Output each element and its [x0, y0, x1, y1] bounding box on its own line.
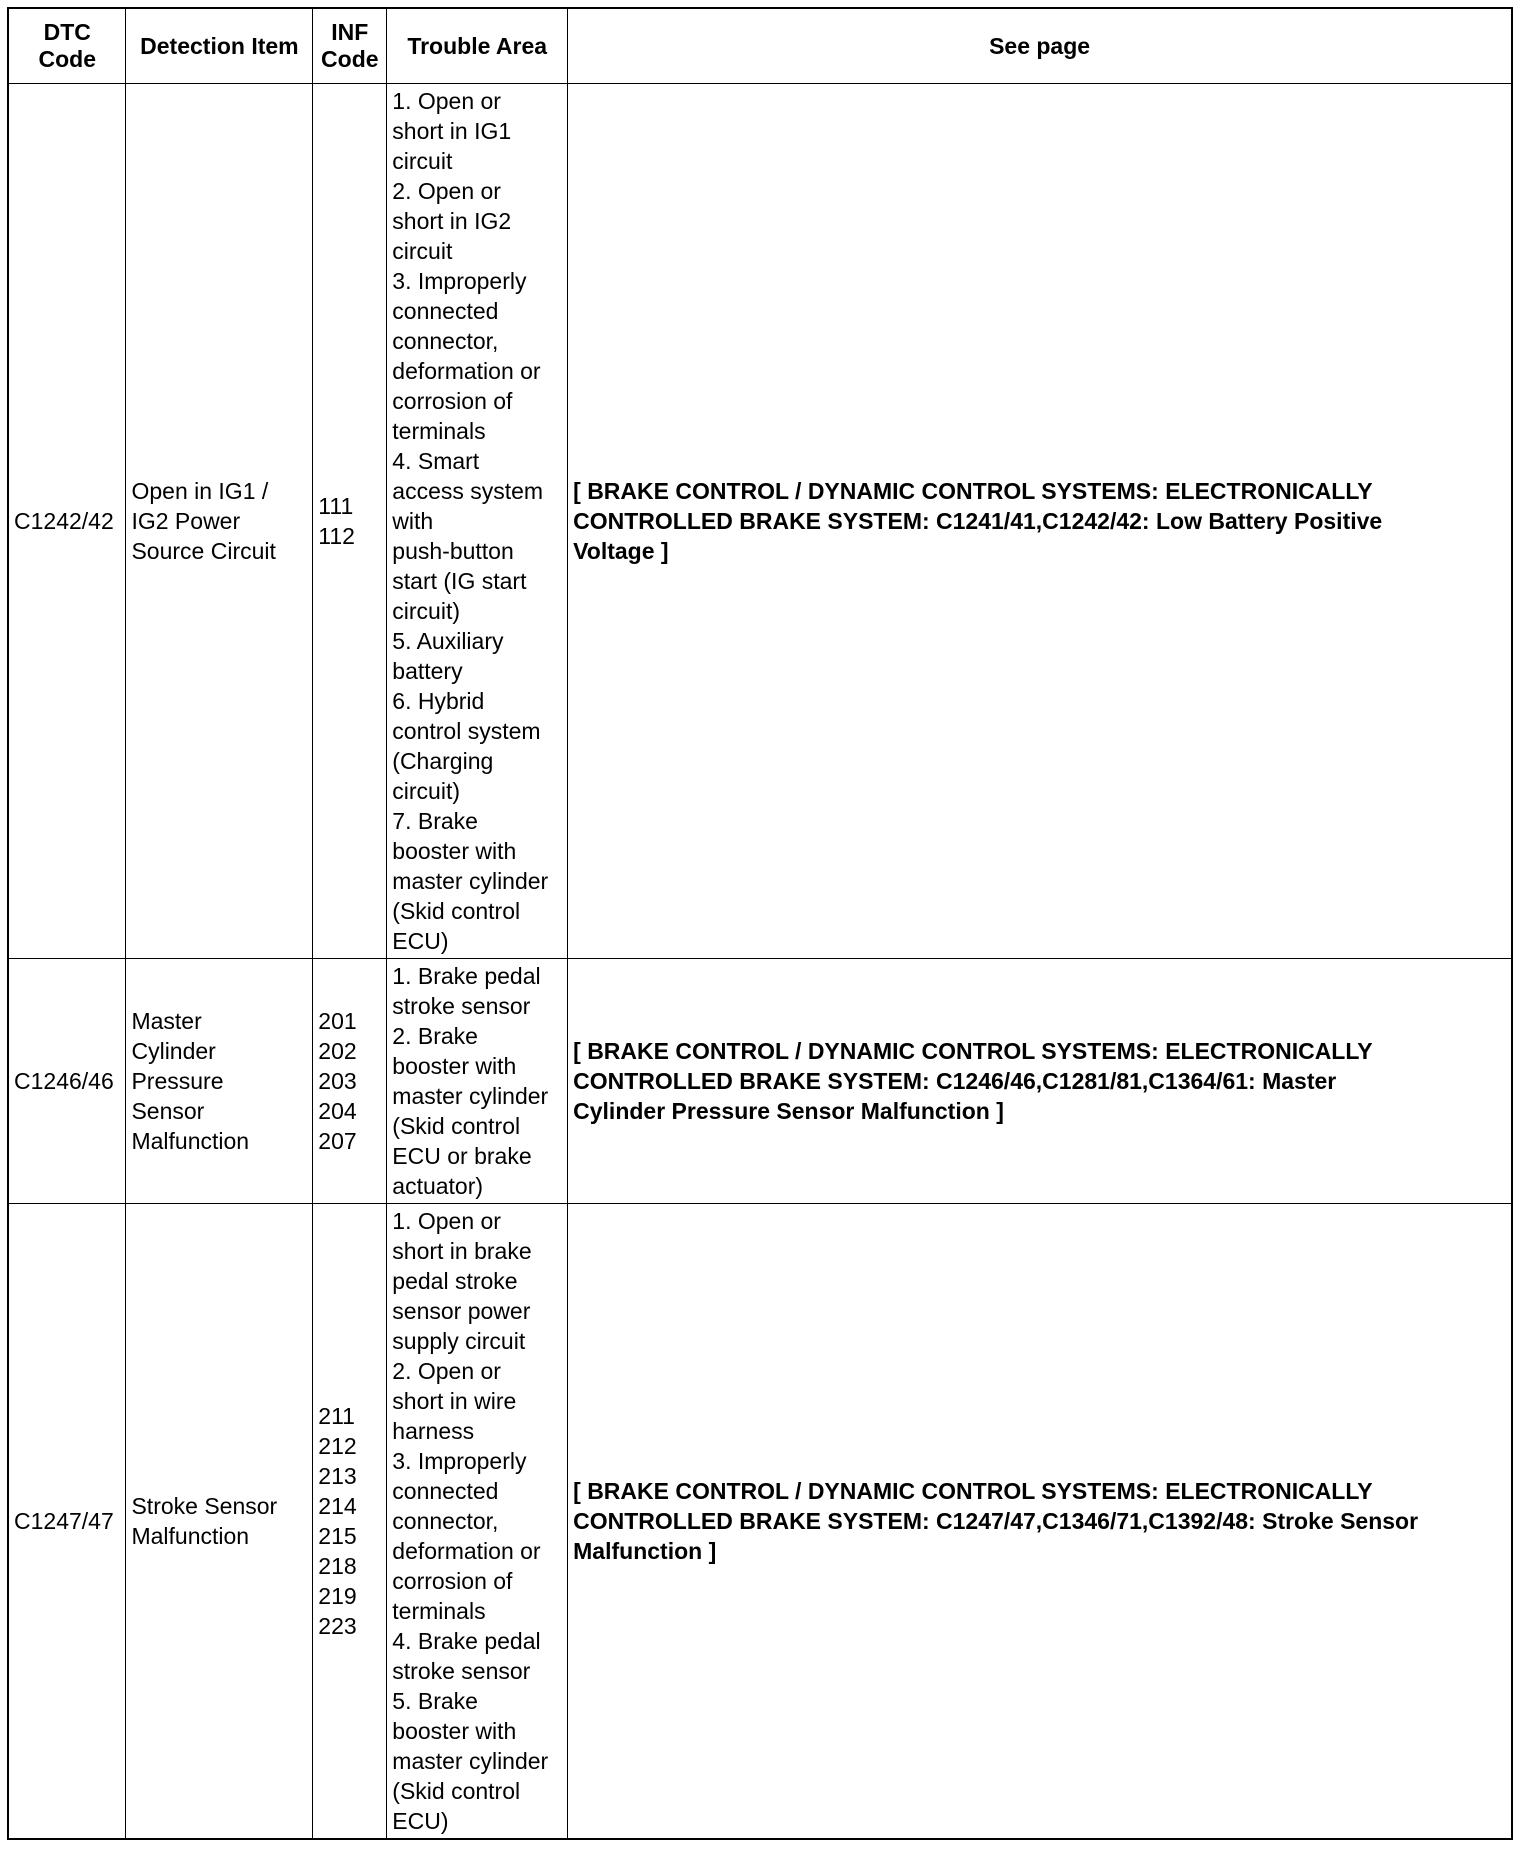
- detection-item-line: Source Circuit: [131, 538, 276, 564]
- detection-item-line: IG2 Power: [131, 508, 241, 534]
- detection-item-line: Malfunction: [131, 1523, 250, 1549]
- trouble-area-line: circuit: [392, 148, 453, 174]
- detection-item-line: Master: [131, 1008, 202, 1034]
- detection-item-line: Pressure: [131, 1068, 224, 1094]
- trouble-area-line: corrosion of: [392, 388, 513, 414]
- trouble-area-line: 5. Brake: [392, 1688, 478, 1714]
- trouble-area-line: 2. Brake: [392, 1023, 478, 1049]
- trouble-area-line: terminals: [392, 418, 486, 444]
- inf-code-line: 218: [318, 1553, 357, 1579]
- detection-item-line: Cylinder: [131, 1038, 216, 1064]
- inf-code-line: 214: [318, 1493, 357, 1519]
- inf-code-line: 201: [318, 1008, 357, 1034]
- detection-item-line: Sensor: [131, 1098, 205, 1124]
- inf-code-line: 212: [318, 1433, 357, 1459]
- trouble-area-cell: [387, 1204, 568, 1840]
- trouble-area-line: circuit): [392, 598, 461, 624]
- inf-code-line: 207: [318, 1128, 357, 1154]
- trouble-area-cell: [387, 959, 568, 1204]
- trouble-area-line: harness: [392, 1418, 475, 1444]
- trouble-area-line: supply circuit: [392, 1328, 526, 1354]
- trouble-area-line: deformation or: [392, 1538, 541, 1564]
- trouble-area-line: (Skid control: [392, 898, 521, 924]
- inf-code-cell: [313, 84, 387, 959]
- see-page-line: [ BRAKE CONTROL / DYNAMIC CONTROL SYSTEMS: ELECTRONICALLY: [573, 1038, 1373, 1064]
- inf-code-line: 213: [318, 1463, 357, 1489]
- table-row: [8, 959, 1512, 1204]
- trouble-area-line: start (IG start: [392, 568, 527, 594]
- trouble-area-line: sensor power: [392, 1298, 531, 1324]
- inf-code-line: 111: [318, 493, 354, 519]
- trouble-area-line: 3. Improperly: [392, 268, 527, 294]
- see-page-line: Cylinder Pressure Sensor Malfunction ]: [573, 1098, 1004, 1124]
- trouble-area-line: connected: [392, 298, 499, 324]
- trouble-area-line: connector,: [392, 328, 499, 354]
- header-detection-item: Detection Item: [126, 8, 313, 84]
- trouble-area-line: stroke sensor: [392, 1658, 531, 1684]
- detection-item-line: Stroke Sensor: [131, 1493, 278, 1519]
- trouble-area-line: booster with: [392, 838, 517, 864]
- header-see-page: See page: [568, 8, 1512, 84]
- see-page-line: CONTROLLED BRAKE SYSTEM: C1246/46,C1281/81,C1364/61: Master: [573, 1068, 1337, 1094]
- trouble-area-line: (Charging: [392, 748, 494, 774]
- trouble-area-line: short in IG1: [392, 118, 512, 144]
- header-trouble-area: Trouble Area: [387, 8, 568, 84]
- trouble-area-line: 6. Hybrid: [392, 688, 485, 714]
- trouble-area-line: stroke sensor: [392, 993, 531, 1019]
- header-inf-code: INF Code: [313, 8, 387, 84]
- trouble-area-line: push-button: [392, 538, 514, 564]
- see-page-line: Malfunction ]: [573, 1538, 717, 1564]
- dtc-code-text: C1246/46: [14, 1068, 114, 1094]
- trouble-area-line: battery: [392, 658, 463, 684]
- trouble-area-line: deformation or: [392, 358, 541, 384]
- trouble-area-line: master cylinder: [392, 868, 549, 894]
- trouble-area-line: ECU): [392, 1808, 449, 1834]
- inf-code-line: 215: [318, 1523, 357, 1549]
- dtc-code-cell: [8, 84, 126, 959]
- trouble-area-line: terminals: [392, 1598, 486, 1624]
- trouble-area-line: circuit: [392, 238, 453, 264]
- inf-code-line: 223: [318, 1613, 357, 1639]
- dtc-table: [7, 7, 1513, 1840]
- trouble-area-line: control system: [392, 718, 541, 744]
- table-body: [8, 84, 1512, 1840]
- trouble-area-line: short in IG2: [392, 208, 512, 234]
- trouble-area-line: master cylinder: [392, 1083, 549, 1109]
- see-page-line: CONTROLLED BRAKE SYSTEM: C1247/47,C1346/71,C1392/48: Stroke Sensor: [573, 1508, 1419, 1534]
- trouble-area-line: 7. Brake: [392, 808, 478, 834]
- dtc-code-text: C1247/47: [14, 1508, 114, 1534]
- trouble-area-line: (Skid control: [392, 1778, 521, 1804]
- inf-code-cell: [313, 959, 387, 1204]
- trouble-area-line: booster with: [392, 1053, 517, 1079]
- inf-code-line: 204: [318, 1098, 357, 1124]
- trouble-area-line: (Skid control: [392, 1113, 521, 1139]
- trouble-area-line: 1. Open or: [392, 1208, 501, 1234]
- trouble-area-line: master cylinder: [392, 1748, 549, 1774]
- dtc-code-text: C1242/42: [14, 508, 114, 534]
- inf-code-line: 203: [318, 1068, 357, 1094]
- trouble-area-line: connector,: [392, 1508, 499, 1534]
- trouble-area-line: short in wire: [392, 1388, 517, 1414]
- see-page-line: Voltage ]: [573, 538, 669, 564]
- header-row: [8, 8, 1512, 84]
- see-page-line: CONTROLLED BRAKE SYSTEM: C1241/41,C1242/42: Low Battery Positive: [573, 508, 1383, 534]
- trouble-area-line: ECU or brake: [392, 1143, 532, 1169]
- see-page-line: [ BRAKE CONTROL / DYNAMIC CONTROL SYSTEMS: ELECTRONICALLY: [573, 1478, 1373, 1504]
- inf-code-line: 219: [318, 1583, 357, 1609]
- trouble-area-line: with: [392, 508, 434, 534]
- trouble-area-line: access system: [392, 478, 544, 504]
- detection-item-line: Open in IG1 /: [131, 478, 269, 504]
- see-page-line: [ BRAKE CONTROL / DYNAMIC CONTROL SYSTEMS: ELECTRONICALLY: [573, 478, 1373, 504]
- inf-code-line: 202: [318, 1038, 357, 1064]
- inf-code-line: 211: [318, 1403, 355, 1429]
- table-row: [8, 1204, 1512, 1840]
- trouble-area-line: short in brake: [392, 1238, 532, 1264]
- dtc-code-cell: [8, 1204, 126, 1840]
- see-page-cell[interactable]: [568, 959, 1512, 1204]
- detection-item-line: Malfunction: [131, 1128, 250, 1154]
- header-dtc-code: DTC Code: [8, 8, 126, 84]
- trouble-area-line: corrosion of: [392, 1568, 513, 1594]
- trouble-area-line: circuit): [392, 778, 461, 804]
- inf-code-line: 112: [318, 523, 355, 549]
- trouble-area-line: connected: [392, 1478, 499, 1504]
- trouble-area-line: actuator): [392, 1173, 484, 1199]
- trouble-area-line: 1. Open or: [392, 88, 501, 114]
- detection-item-cell: [126, 84, 313, 959]
- table-row: [8, 84, 1512, 959]
- trouble-area-line: 5. Auxiliary: [392, 628, 504, 654]
- trouble-area-line: ECU): [392, 928, 449, 954]
- trouble-area-line: 1. Brake pedal: [392, 963, 541, 989]
- detection-item-cell: [126, 1204, 313, 1840]
- trouble-area-line: 3. Improperly: [392, 1448, 527, 1474]
- trouble-area-line: booster with: [392, 1718, 517, 1744]
- see-page-cell[interactable]: [568, 84, 1512, 959]
- dtc-code-cell: [8, 959, 126, 1204]
- trouble-area-line: 2. Open or: [392, 1358, 501, 1384]
- trouble-area-line: pedal stroke: [392, 1268, 518, 1294]
- trouble-area-line: 4. Brake pedal: [392, 1628, 541, 1654]
- detection-item-cell: [126, 959, 313, 1204]
- inf-code-cell: [313, 1204, 387, 1840]
- trouble-area-line: 4. Smart: [392, 448, 480, 474]
- see-page-cell[interactable]: [568, 1204, 1512, 1840]
- trouble-area-line: 2. Open or: [392, 178, 501, 204]
- trouble-area-cell: [387, 84, 568, 959]
